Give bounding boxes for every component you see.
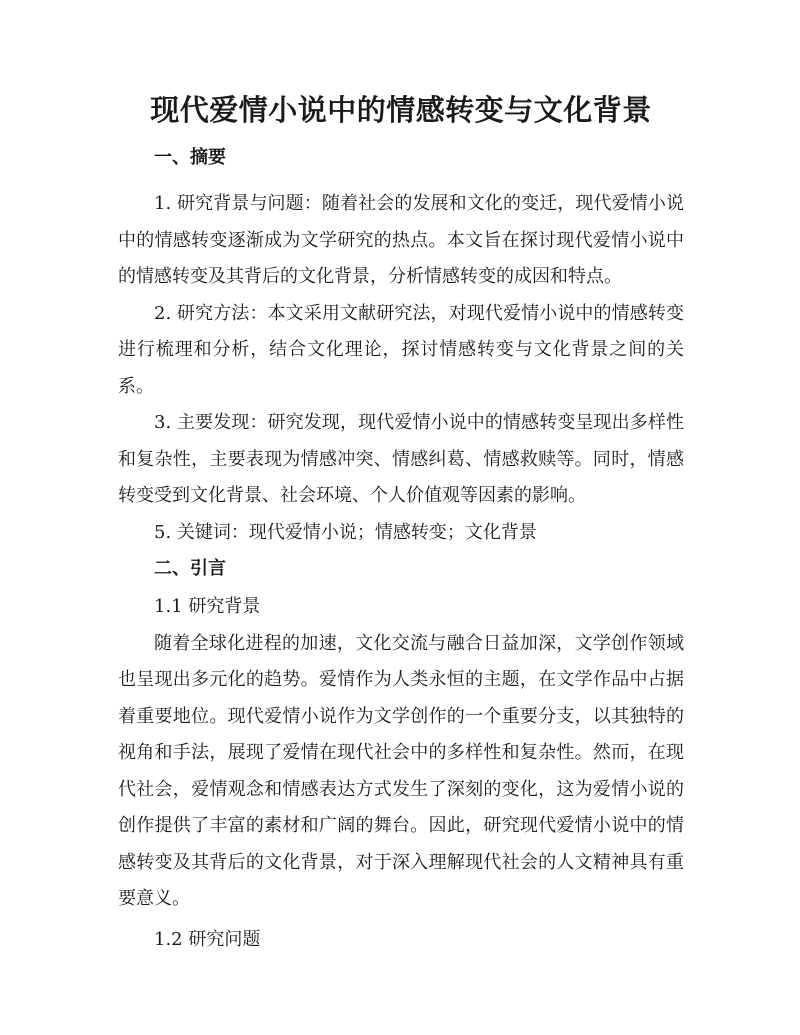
abstract-item-method: 2. 研究方法：本文采用文献研究法，对现代爱情小说中的情感转变进行梳理和分析，结合文化理论，探讨情感转变与文化背景之间的关系。 xyxy=(118,302,684,397)
abstract-item-findings: 3. 主要发现：研究发现，现代爱情小说中的情感转变呈现出多样性和复杂性，主要表现为情感冲突、情感纠葛、情感救赎等。同时，情感转变受到文化背景、社会环境、个人价值观等因素的影响。 xyxy=(118,412,684,506)
subsection-title-questions: 1.2 研究问题 xyxy=(154,928,261,950)
abstract-item-background: 1. 研究背景与问题：随着社会的发展和文化的变迁，现代爱情小说中的情感转变逐渐成为文学研究的热点。本文旨在探讨现代爱情小说中的情感转变及其背后的文化背景，分析情感转变的成因和特点。 xyxy=(118,193,684,287)
section-heading-abstract: 一、摘要 xyxy=(154,147,226,168)
document-title: 现代爱情小说中的情感转变与文化背景 xyxy=(150,93,652,127)
subsection-body-background: 随着全球化进程的加速，文化交流与融合日益加深，文学创作领域也呈现出多元化的趋势。爱情作为人类永恒的主题，在文学作品中占据着重要地位。现代爱情小说作为文学创作的一个重要分支，以其独特的视角和手法，展现了爱情在现代社会中的多样性和复杂性。然而，在现代社会，爱情观念和情感表达方式发生了深刻的变化，这为爱情小说的创作提供了丰富的素材和广阔的舞台。因此，研究现代爱情小说中的情感转变及其背后的文化背景，对于深入理解现代社会的人文精神具有重要意义。 xyxy=(118,632,684,909)
document-page xyxy=(118,88,684,958)
section-heading-introduction: 二、引言 xyxy=(154,558,226,579)
subsection-title-background: 1.1 研究背景 xyxy=(154,596,261,617)
abstract-item-keywords: 5. 关键词：现代爱情小说；情感转变；文化背景 xyxy=(154,521,537,543)
